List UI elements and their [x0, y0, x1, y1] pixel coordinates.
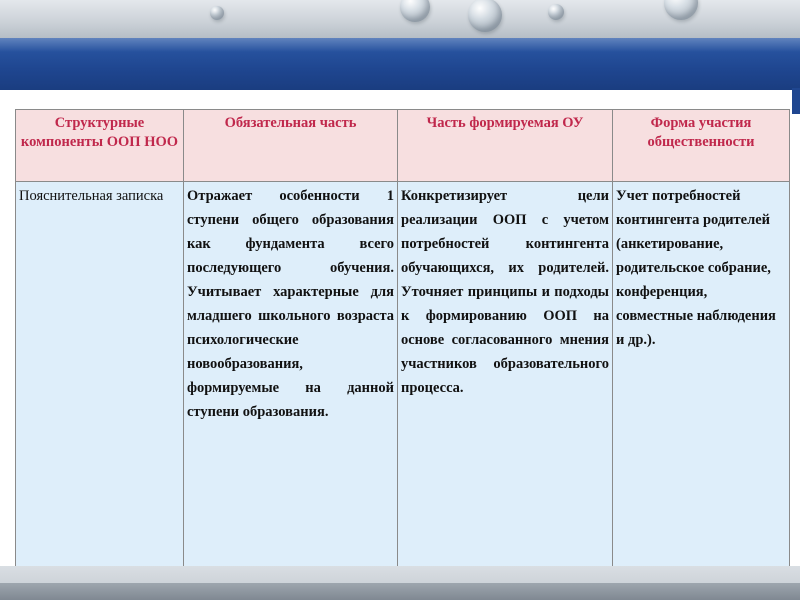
bubble-decoration [548, 4, 564, 20]
content-table-container [15, 109, 785, 577]
header-structural-components: Структурные компоненты ООП НОО [16, 110, 184, 182]
band-highlight [0, 38, 800, 52]
oop-structure-table [15, 109, 790, 577]
title-band [0, 38, 800, 90]
bubble-decoration [664, 0, 698, 20]
header-public-participation: Форма участия общественности [613, 110, 790, 182]
bubble-decoration [400, 0, 430, 22]
cell-public: Учет потребностей контингента родителей (анкетирование, родительское собрание, конференция, совместные наблюдения и др.). [613, 182, 790, 577]
cell-mandatory: Отражает особенности 1 ступени общего образования как фундамента всего последующего обучения. Учитывает характерные для младшего школьного возраста психологические новообразования, формируемые на данной ступени образования. [184, 182, 398, 577]
cell-school-part: Конкретизирует цели реализации ООП с учетом потребностей контингента обучающихся, их родителей. Уточняет принципы и подходы к формированию ООП на основе согласованного мнения участников образовательного процесса. [398, 182, 613, 577]
side-accent-tab [792, 88, 800, 114]
bottom-decorative-strip [0, 583, 800, 600]
cell-component: Пояснительная записка [16, 182, 184, 577]
bubble-decoration [468, 0, 502, 32]
bubble-decoration [210, 6, 224, 20]
header-mandatory-part: Обязательная часть [184, 110, 398, 182]
table-header-row [16, 110, 790, 182]
table-row [16, 182, 790, 577]
header-school-formed-part: Часть формируемая ОУ [398, 110, 613, 182]
top-decorative-banner [0, 0, 800, 38]
